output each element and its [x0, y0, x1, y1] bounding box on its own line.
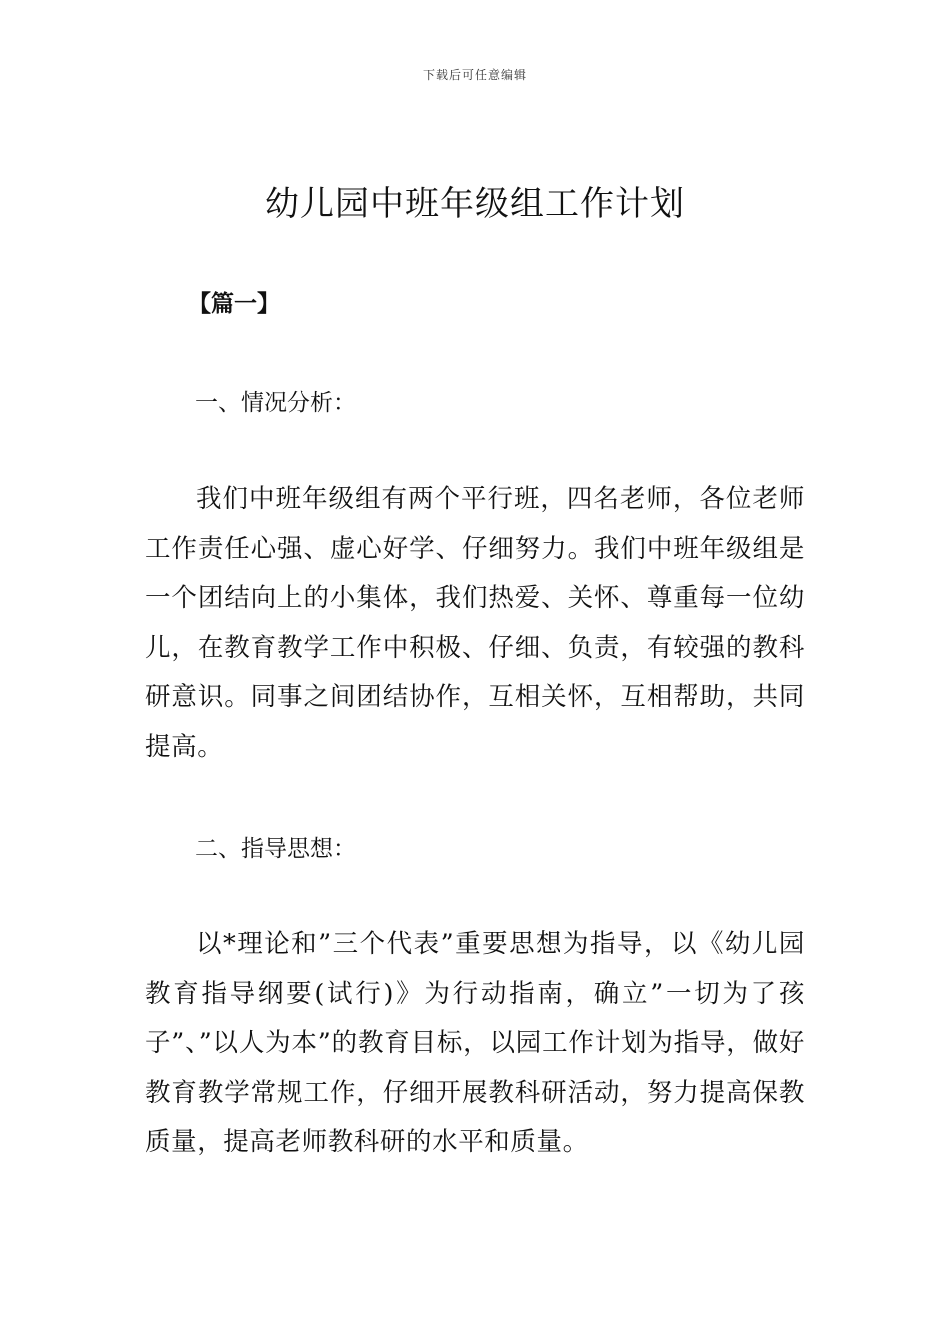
section-heading-situation-analysis: 一、情况分析：	[195, 390, 356, 416]
part-label: 【篇一】	[188, 290, 280, 317]
document-title: 幼儿园中班年级组工作计划	[265, 184, 685, 224]
section-paragraph-guiding-ideology: 以*理论和”三个代表”重要思想为指导，以《幼儿园教育指导纲要(试行)》为行动指南，确立”一切为了孩子”、”以人为本”的教育目标，以园工作计划为指导，做好教育教学常规工作，仔细开展教科研活动，努力提高保教质量，提高老师教科研的水平和质量。	[145, 929, 805, 1157]
header-note: 下载后可任意编辑	[422, 68, 527, 82]
section-paragraph-situation-analysis: 我们中班年级组有两个平行班，四名老师，各位老师工作责任心强、虚心好学、仔细努力。我们中班年级组是一个团结向上的小集体，我们热爱、关怀、尊重每一位幼儿，在教育教学工作中积极、仔细、负责，有较强的教科研意识。同事之间团结协作，互相关怀，互相帮助，共同提高。	[145, 484, 805, 762]
section-heading-guiding-ideology: 二、指导思想：	[195, 836, 356, 862]
